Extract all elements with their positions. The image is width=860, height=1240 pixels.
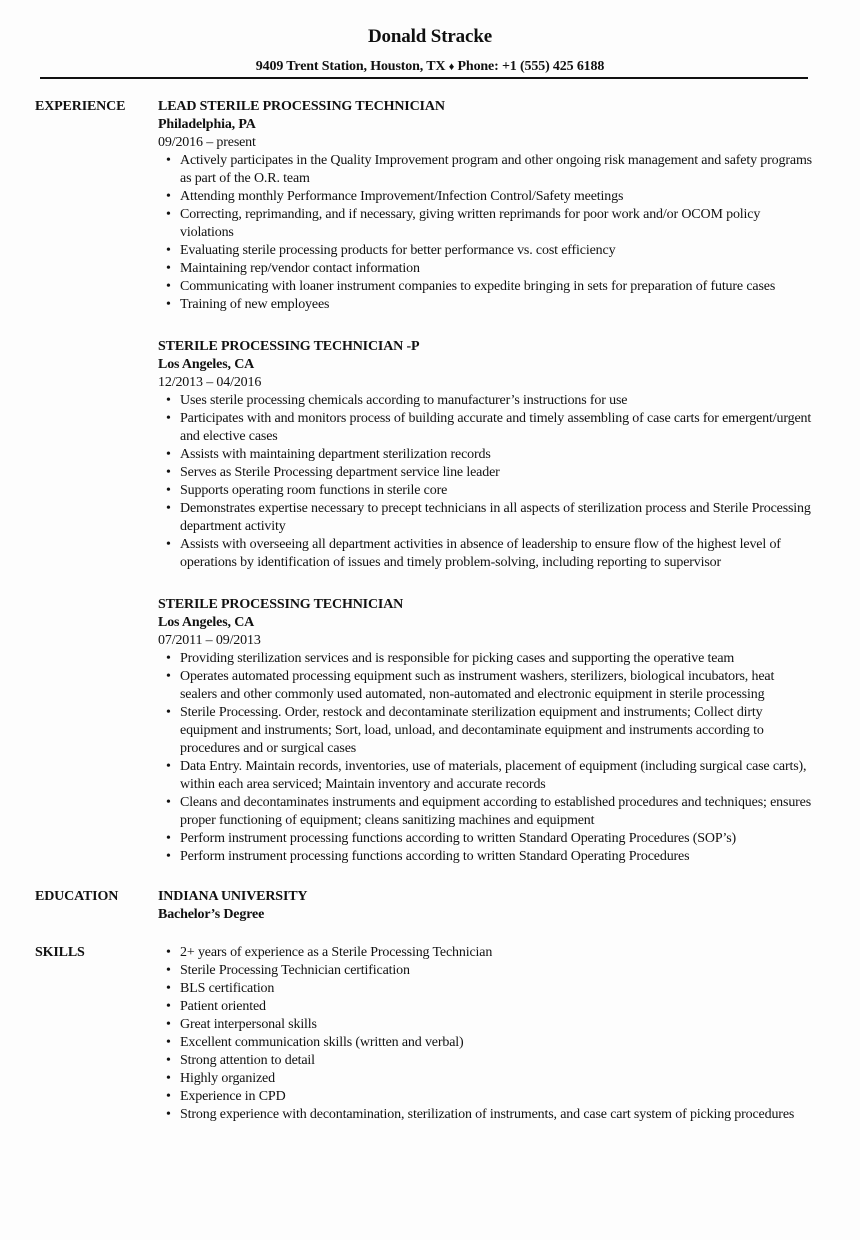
- skill-item: • Great interpersonal skills: [158, 1016, 812, 1034]
- candidate-name: Donald Stracke: [367, 26, 493, 47]
- job-title: STERILE PROCESSING TECHNICIAN -P: [158, 339, 420, 354]
- list-item: • Supports operating room functions in sterile core: [158, 482, 812, 500]
- list-item: • Cleans and decontaminates instruments and equipment according to established procedures and techniques; ensures proper functioning of equipment; cleans sanitizing machines and equipment: [158, 794, 812, 830]
- list-item: • Operates automated processing equipment such as instrument washers, sterilizers, biological incubators, heat sealers and other commonly used automated, non-automated and electronic equipment in sterile processing: [158, 668, 812, 704]
- experience-section: [35, 98, 825, 894]
- school-name: INDIANA UNIVERSITY: [158, 889, 308, 904]
- job-entry: [158, 98, 825, 314]
- job-location: Los Angeles, CA: [158, 615, 255, 630]
- list-item: • Data Entry. Maintain records, inventories, use of materials, placement of equipment (including surgical case carts), within each area serviced; Maintain inventory and accurate records: [158, 758, 812, 794]
- skill-item: • Strong experience with decontamination, sterilization of instruments, and case cart system of picking procedures: [158, 1106, 812, 1124]
- jobs-list: [158, 98, 825, 894]
- education-body: [158, 888, 825, 924]
- job-entry: [158, 596, 825, 866]
- list-item: • Attending monthly Performance Improvement/Infection Control/Safety meetings: [158, 188, 812, 206]
- section-label: SKILLS: [35, 945, 85, 960]
- skill-item: • Highly organized: [158, 1070, 812, 1088]
- job-dates: 07/2011 – 09/2013: [158, 633, 261, 648]
- skill-item: • Experience in CPD: [158, 1088, 812, 1106]
- skill-item: • Excellent communication skills (written and verbal): [158, 1034, 812, 1052]
- diamond-separator-icon: ♦: [448, 61, 455, 73]
- list-item: • Sterile Processing. Order, restock and decontaminate sterilization equipment and instruments; Collect dirty equipment and instruments; Sort, load, unload, and decontaminate equipment and instruments according to procedures and or surgical cases: [158, 704, 812, 758]
- job-dates: 12/2013 – 04/2016: [158, 375, 262, 390]
- job-bullets: [158, 650, 825, 866]
- list-item: • Assists with overseeing all department activities in absence of leadership to ensure flow of the highest level of operations by identification of issues and timely problem-solving, including reporting to supervisor: [158, 536, 812, 572]
- list-item: • Correcting, reprimanding, and if necessary, giving written reprimands for poor work and/or OCOM policy violations: [158, 206, 812, 242]
- education-section: [35, 888, 825, 924]
- skill-item: • Strong attention to detail: [158, 1052, 812, 1070]
- job-bullets: [158, 152, 825, 314]
- contact-line: [0, 58, 860, 76]
- list-item: • Providing sterilization services and is responsible for picking cases and supporting the operative team: [158, 650, 812, 668]
- phone: Phone: +1 (555) 425 6188: [457, 59, 605, 74]
- skills-body: [158, 944, 825, 1124]
- list-item: • Assists with maintaining department sterilization records: [158, 446, 812, 464]
- skill-item: • 2+ years of experience as a Sterile Processing Technician: [158, 944, 812, 962]
- list-item: • Perform instrument processing functions according to written Standard Operating Procedures (SOP’s): [158, 830, 812, 848]
- skill-item: • BLS certification: [158, 980, 812, 998]
- job-title: LEAD STERILE PROCESSING TECHNICIAN: [158, 99, 445, 114]
- degree: Bachelor’s Degree: [158, 907, 265, 922]
- list-item: • Uses sterile processing chemicals according to manufacturer’s instructions for use: [158, 392, 812, 410]
- list-item: • Maintaining rep/vendor contact information: [158, 260, 812, 278]
- list-item: • Communicating with loaner instrument companies to expedite bringing in sets for preparation of future cases: [158, 278, 812, 296]
- list-item: • Evaluating sterile processing products for better performance vs. cost efficiency: [158, 242, 812, 260]
- job-bullets: [158, 392, 825, 572]
- skill-item: • Sterile Processing Technician certification: [158, 962, 812, 980]
- list-item: • Serves as Sterile Processing department service line leader: [158, 464, 812, 482]
- list-item: • Perform instrument processing functions according to written Standard Operating Procedures: [158, 848, 812, 866]
- resume-body: [35, 98, 825, 1124]
- skills-section: [35, 944, 825, 1124]
- header-divider: [40, 77, 808, 79]
- list-item: • Actively participates in the Quality Improvement program and other ongoing risk management and safety programs as part of the O.R. team: [158, 152, 812, 188]
- address: 9409 Trent Station, Houston, TX: [255, 59, 446, 74]
- section-label: EXPERIENCE: [35, 99, 126, 114]
- job-title: STERILE PROCESSING TECHNICIAN: [158, 597, 404, 612]
- skill-item: • Patient oriented: [158, 998, 812, 1016]
- job-location: Philadelphia, PA: [158, 117, 256, 132]
- section-label: EDUCATION: [35, 889, 119, 904]
- job-entry: [158, 338, 825, 572]
- job-dates: 09/2016 – present: [158, 135, 256, 150]
- list-item: • Participates with and monitors process of building accurate and timely assembling of case carts for emergent/urgent and elective cases: [158, 410, 812, 446]
- list-item: • Demonstrates expertise necessary to precept technicians in all aspects of sterilization process and Sterile Processing department activity: [158, 500, 812, 536]
- skills-list: [158, 944, 825, 1124]
- list-item: • Training of new employees: [158, 296, 812, 314]
- job-location: Los Angeles, CA: [158, 357, 255, 372]
